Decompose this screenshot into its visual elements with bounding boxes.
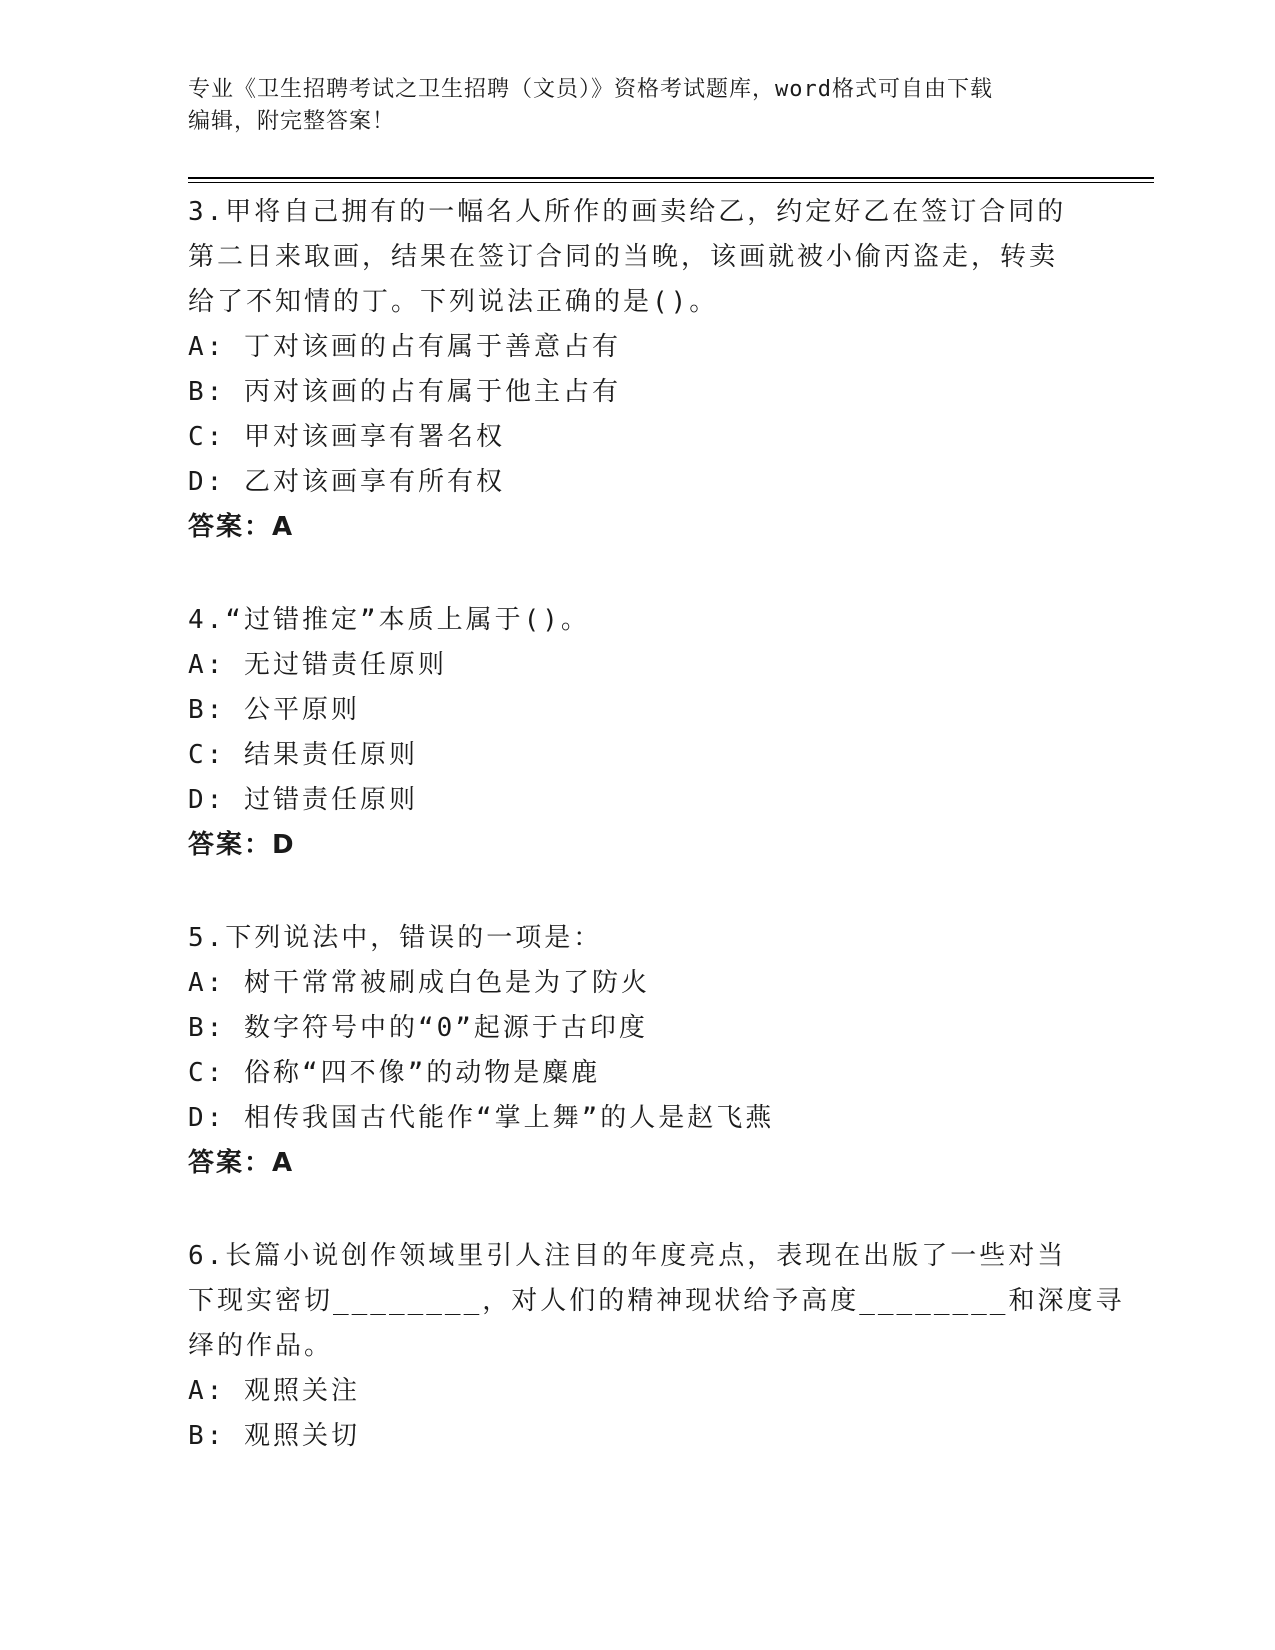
answer-label: 答案：D xyxy=(188,830,296,860)
question-6 xyxy=(188,1234,1125,1459)
header-line-1: 专业《卫生招聘考试之卫生招聘（文员）》资格考试题库，word格式可自由下载 xyxy=(188,77,993,102)
question-5 xyxy=(188,916,1068,1186)
option-c: C: 甲对该画享有署名权 xyxy=(188,422,505,452)
stem-line: 第二日来取画，结果在签订合同的当晚，该画就被小偷丙盗走，转卖 xyxy=(188,242,1059,272)
question-3 xyxy=(188,190,1068,550)
answer-label: 答案：A xyxy=(188,512,295,542)
stem-line: 3.甲将自己拥有的一幅名人所作的画卖给乙，约定好乙在签订合同的 xyxy=(188,197,1067,227)
header-line-2: 编辑，附完整答案！ xyxy=(188,109,396,134)
option-a: A: 树干常常被刷成白色是为了防火 xyxy=(188,968,650,998)
option-b: B: 丙对该画的占有属于他主占有 xyxy=(188,377,621,407)
option-a: A: 观照关注 xyxy=(188,1376,360,1406)
question-stem xyxy=(188,1234,1125,1369)
header-divider-thin xyxy=(188,182,1154,183)
option-d: D: 相传我国古代能作“掌上舞”的人是赵飞燕 xyxy=(188,1103,775,1133)
option-d: D: 过错责任原则 xyxy=(188,785,418,815)
option-c: C: 结果责任原则 xyxy=(188,740,418,770)
option-a: A: 丁对该画的占有属于善意占有 xyxy=(188,332,621,362)
stem-line: 给了不知情的丁。下列说法正确的是()。 xyxy=(188,287,719,317)
option-c: C: 俗称“四不像”的动物是麋鹿 xyxy=(188,1058,601,1088)
answer-label: 答案：A xyxy=(188,1148,295,1178)
option-b: B: 观照关切 xyxy=(188,1421,360,1451)
option-d: D: 乙对该画享有所有权 xyxy=(188,467,505,497)
question-stem xyxy=(188,190,1068,325)
option-b: B: 公平原则 xyxy=(188,695,360,725)
option-a: A: 无过错责任原则 xyxy=(188,650,447,680)
question-stem xyxy=(188,598,1068,643)
stem-line: 绎的作品。 xyxy=(188,1331,334,1361)
stem-line: 6.长篇小说创作领域里引人注目的年度亮点，表现在出版了一些对当 xyxy=(188,1241,1067,1271)
question-list xyxy=(188,190,1125,1507)
stem-line: 4.“过错推定”本质上属于()。 xyxy=(188,605,590,635)
question-stem xyxy=(188,916,1068,961)
header-divider-thick xyxy=(188,177,1154,179)
option-b: B: 数字符号中的“0”起源于古印度 xyxy=(188,1013,648,1043)
stem-line: 下现实密切________，对人们的精神现状给予高度________和深度寻 xyxy=(188,1286,1125,1316)
document-header xyxy=(188,74,1068,138)
stem-line: 5.下列说法中，错误的一项是： xyxy=(188,923,603,953)
question-4 xyxy=(188,598,1068,868)
